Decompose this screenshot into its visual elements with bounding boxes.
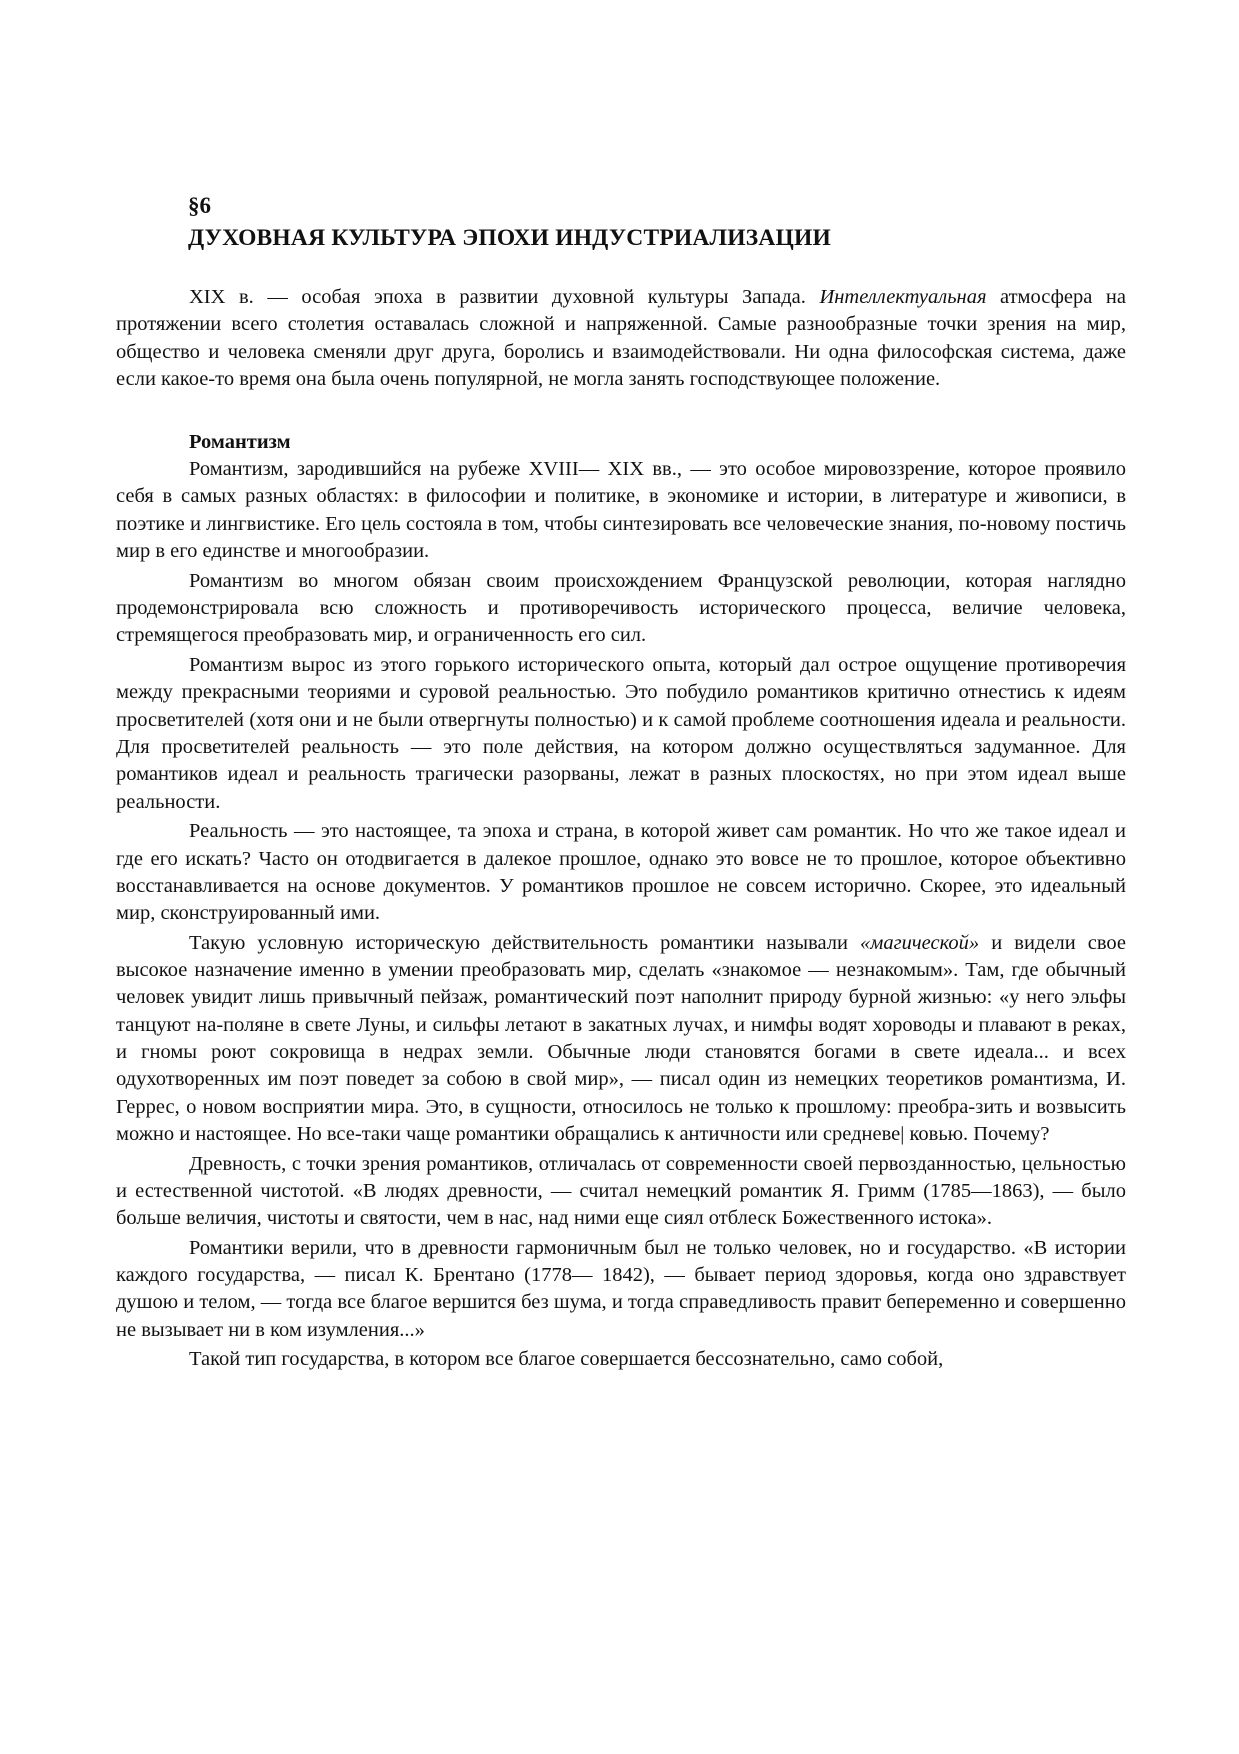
chapter-title: ДУХОВНАЯ КУЛЬТУРА ЭПОХИ ИНДУСТРИАЛИЗАЦИИ xyxy=(188,225,831,251)
paragraph-5-end: и видели свое высокое назначение именно в умении преобразовать мир, сделать «знакомое — незнакомым». Там, где обычный человек увидит лишь привычный пейзаж, романтический поэт наполнит природу бурной жизнью: «у него эльфы танцуют на-поляне в свете Луны, и сильфы летают в закатных лучах, и нимфы водят хороводы и плавают в реках, и гномы роют сокровища в недрах земли. Обычные люди становятся богами в свете идеала... и всех одухотворенных им поэт поведет за собою в свой мир», — писал один из немецких теоретиков романтизма, И. Геррес, о новом восприятии мира. Это, в сущности, относилось не только к прошлому: преобра-зить и возвысить можно и настоящее. Но все-таки чаще романтики обращались к античности или средневе| ковью. Почему? xyxy=(116,931,1126,1145)
section-heading: Романтизм xyxy=(189,431,291,454)
section-number: §6 xyxy=(188,193,211,218)
intro-paragraph xyxy=(116,284,1126,393)
paragraph-4: Реальность — это настоящее, та эпоха и страна, в которой живет сам романтик. Но что же такое идеал и где его искать? Часто он отодвигается в далекое прошлое, однако это вовсе не то прошлое, которое объективно восстанавливается на основе документов. У романтиков прошлое не совсем исторично. Скорее, это идеальный мир, сконструированный ими. xyxy=(116,820,1126,925)
paragraph-5-italic: «магической» xyxy=(860,931,980,954)
page-content xyxy=(116,190,1126,1376)
paragraph-5-start: Такую условную историческую действительность романтики называли xyxy=(189,931,861,954)
paragraph-3: Романтизм вырос из этого горького исторического опыта, который дал острое ощущение противоречия между прекрасными теориями и суровой реальностью. Это побудило романтиков критично отнестись к идеям просветителей (хотя они и не были отвергнуты полностью) и к самой проблеме соотношения идеала и реальности. Для просветителей реальность — это поле действия, на котором должно осуществляться задуманное. Для романтиков идеал и реальность трагически разорваны, лежат в разных плоскостях, но при этом идеал выше реальности. xyxy=(116,654,1126,813)
intro-italic-word: Интеллектуальная xyxy=(819,286,987,308)
paragraph-6: Древность, с точки зрения романтиков, отличалась от современности своей первозданностью, цельностью и естественной чистотой. «В людях древности, — считал немецкий романтик Я. Гримм (1785—1863), — было больше величия, чистоты и святости, чем в нас, над ними еще сиял отблеск Божественного истока». xyxy=(116,1152,1126,1230)
intro-text-end: атмосфера на протяжении всего столетия оставалась сложной и напряженной. Самые разнообразные точки зрения на мир, общество и человека сменяли друг друга, боролись и взаимодействовали. Ни одна философская система, даже если какое-то время она была очень популярной, не могла занять господствующее положение. xyxy=(116,286,1126,390)
paragraph-2: Романтизм во многом обязан своим происхождением Французской революции, которая наглядно продемонстрировала всю сложность и противоречивость исторического процесса, величие человека, стремящегося преобразовать мир, и ограниченность его сил. xyxy=(116,569,1126,647)
paragraph-5 xyxy=(116,930,1126,1148)
paragraph-8: Такой тип государства, в котором все благое совершается бессознательно, само собой, xyxy=(189,1348,944,1371)
paragraph-7: Романтики верили, что в древности гармоничным был не только человек, но и государство. «В истории каждого государства, — писал К. Брентано (1778— 1842), — бывает период здоровья, когда оно здравствует душою и телом, — тогда все благое вершится без шума, и тогда справедливость правит бепеременно и совершенно не вызывает ни в ком изумления...» xyxy=(116,1236,1126,1341)
intro-text-start: XIX в. — особая эпоха в развитии духовной культуры Запада. xyxy=(189,286,820,308)
paragraph-1: Романтизм, зародившийся на рубеже XVIII— XIX вв., — это особое мировоззрение, которое проявило себя в самых разных областях: в философии и политике, в экономике и истории, в литературе и живописи, в поэтике и лингвистике. Его цель состояла в том, чтобы синтезировать все человеческие знания, по-новому постичь мир в его единстве и многообразии. xyxy=(116,458,1126,563)
